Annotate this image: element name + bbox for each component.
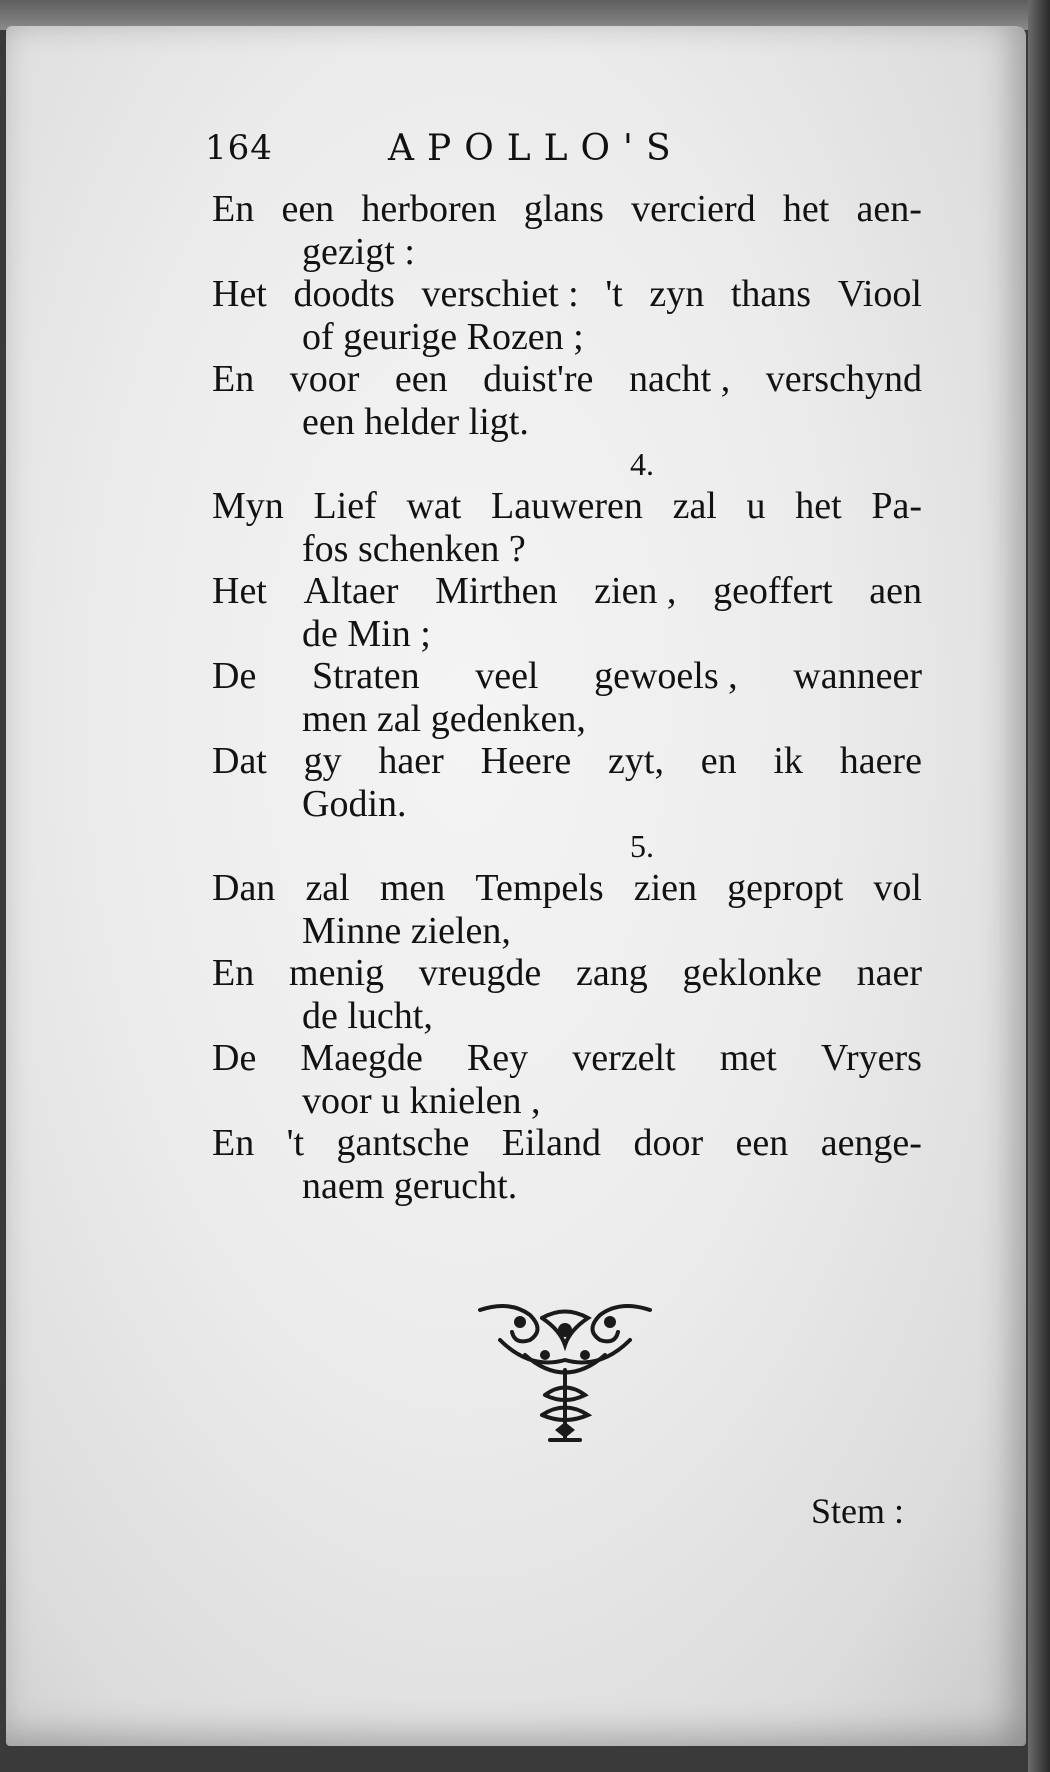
poem-word: voor [289, 358, 360, 400]
poem-word: geoffert [713, 570, 833, 612]
poem-word: naem gerucht. [302, 1164, 518, 1207]
poem-word: voor u knielen , [302, 1079, 541, 1122]
poem-word: vreugde [418, 952, 542, 994]
poem-word: Mirthen [435, 570, 558, 612]
poem-word: het [782, 188, 830, 230]
poem-word: zyn [649, 273, 705, 315]
poem-word: gy [303, 740, 342, 782]
poem-continuation-line [212, 910, 922, 953]
poem-word: zien , [594, 570, 677, 612]
poem-word: Het [212, 570, 267, 612]
poem-word: een helder ligt. [302, 400, 529, 443]
poem-word: nacht , [628, 358, 731, 400]
poem-word: gewoels , [594, 655, 738, 697]
stanza-number: 5. [630, 828, 654, 864]
poem-word: haere [839, 740, 922, 782]
poem-word: glans [523, 188, 604, 230]
page-number: 164 [205, 128, 273, 168]
poem-word: Lief [313, 485, 377, 527]
poem-word: fos schenken ? [302, 527, 526, 570]
poem-word: Maegde [300, 1037, 423, 1079]
poem-word: Lauweren [490, 485, 643, 527]
poem-word: een [281, 188, 335, 230]
poem-word: een [394, 358, 448, 400]
poem-word: Tempels [475, 867, 604, 909]
poem-word: de lucht, [302, 994, 433, 1037]
poem-word: het [795, 485, 842, 527]
poem-word: haer [378, 740, 444, 782]
poem-word: ik [773, 740, 803, 782]
poem-line [212, 570, 922, 613]
poem-word: En [212, 1122, 255, 1164]
poem-continuation-line [212, 1080, 922, 1123]
poem-word: 't [286, 1122, 305, 1164]
poem-word: herboren [361, 188, 497, 230]
poem-word: Myn [212, 485, 284, 527]
poem-word: u [746, 485, 766, 527]
poem-continuation-line [212, 698, 922, 741]
poem-word: En [212, 358, 255, 400]
poem-continuation-line [212, 995, 922, 1038]
poem-word: Altaer [303, 570, 399, 612]
poem-word: Rey [466, 1037, 529, 1079]
poem-line [212, 867, 922, 910]
poem-line [212, 952, 922, 995]
poem-word: zal [305, 867, 350, 909]
poem-word: Viool [837, 273, 922, 315]
poem-word: Dan [212, 867, 276, 909]
poem-word: geklonke [682, 952, 822, 994]
poem-word: gepropt [727, 867, 844, 909]
poem-word: veel [475, 655, 539, 697]
poem-word: een [735, 1122, 789, 1164]
poem-word: verschiet : [421, 273, 579, 315]
poem-continuation-line [212, 231, 922, 274]
poem-line [212, 740, 922, 783]
poem-word: wanneer [793, 655, 922, 697]
poem-word: door [633, 1122, 704, 1164]
poem-body [212, 188, 922, 1207]
poem-continuation-line [212, 316, 922, 359]
poem-word: Eiland [501, 1122, 602, 1164]
poem-word: verschynd [765, 358, 922, 400]
poem-word: duist're [483, 358, 594, 400]
scan-background-right [1028, 0, 1050, 1772]
poem-word: Vryers [820, 1037, 922, 1079]
poem-line [212, 273, 922, 316]
poem-word: aenge- [820, 1122, 922, 1164]
poem-word: Godin. [302, 782, 407, 825]
poem-line [212, 1122, 922, 1165]
poem-word: met [719, 1037, 777, 1079]
catchword: Stem : [811, 1491, 905, 1531]
poem-word: aen- [856, 188, 922, 230]
poem-word: de Min ; [302, 612, 431, 655]
poem-word: en [700, 740, 737, 782]
poem-word: Pa- [871, 485, 922, 527]
poem-word: Straten [311, 655, 420, 697]
poem-word: vercierd [631, 188, 756, 230]
poem-word: vol [873, 867, 922, 909]
poem-word: aen [869, 570, 922, 612]
poem-word: zien [633, 867, 698, 909]
poem-word: wat [406, 485, 462, 527]
poem-word: De [212, 655, 257, 697]
poem-word: En [212, 188, 255, 230]
poem-word: gezigt : [302, 230, 415, 273]
poem-word: gantsche [336, 1122, 470, 1164]
poem-word: Heere [480, 740, 572, 782]
poem-word: zyt, [608, 740, 664, 782]
poem-line [212, 358, 922, 401]
poem-word: zal [672, 485, 717, 527]
poem-word: De [212, 1037, 257, 1079]
stanza-number: 4. [630, 446, 654, 482]
poem-word: Het [212, 273, 267, 315]
poem-word: naer [856, 952, 922, 994]
poem-line [212, 188, 922, 231]
poem-word: Dat [212, 740, 267, 782]
floral-tailpiece-ornament-icon [470, 1300, 660, 1450]
poem-word: men [379, 867, 446, 909]
poem-line [212, 485, 922, 528]
poem-word: zang [575, 952, 648, 994]
poem-word: thans [730, 273, 812, 315]
poem-continuation-line [212, 783, 922, 826]
poem-continuation-line [212, 528, 922, 571]
poem-word: menig [289, 952, 384, 994]
poem-word: verzelt [572, 1037, 676, 1079]
poem-word: Minne zielen, [302, 909, 511, 952]
running-head: APOLLO'S [388, 128, 684, 169]
poem-line [212, 655, 922, 698]
page-header [205, 116, 765, 176]
poem-word: of geurige Rozen ; [302, 315, 584, 358]
poem-line [212, 1037, 922, 1080]
poem-word: 't [605, 273, 623, 315]
poem-continuation-line [212, 613, 922, 656]
poem-word: doodts [293, 273, 395, 315]
poem-continuation-line [212, 401, 922, 444]
poem-continuation-line [212, 1165, 922, 1208]
poem-word: En [212, 952, 255, 994]
poem-word: men zal gedenken, [302, 697, 586, 740]
